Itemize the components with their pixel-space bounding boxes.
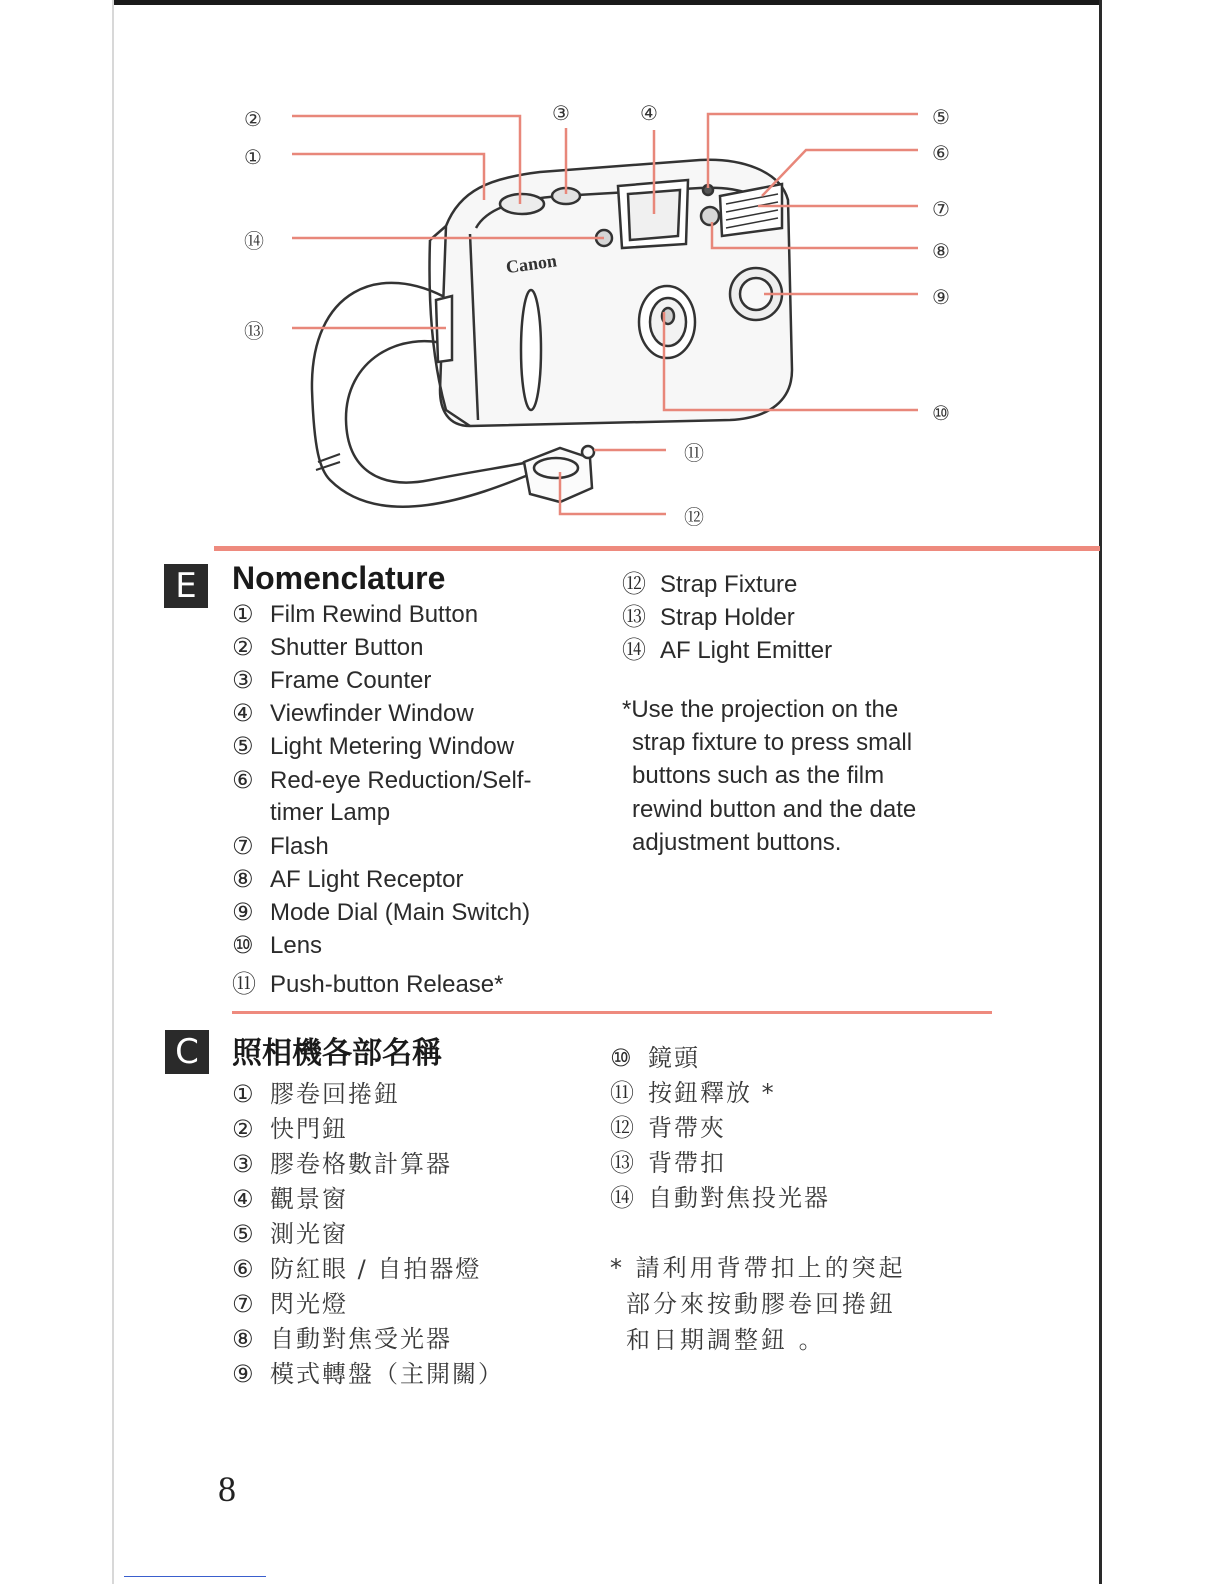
list-item	[610, 1108, 726, 1143]
list-item	[610, 1073, 776, 1108]
callout-13: ⑬	[244, 319, 264, 343]
callout-12: ⑫	[684, 505, 704, 529]
item-number: ⑧	[232, 1325, 254, 1353]
callout-3: ③	[552, 101, 570, 125]
item-number: ⑥	[232, 1255, 254, 1283]
item-label: Lens	[270, 932, 323, 959]
item-label: AF Light Emitter	[660, 637, 833, 664]
camera-brand-label: Canon	[504, 250, 559, 278]
item-label: 背帶扣	[648, 1149, 726, 1177]
callout-6: ⑥	[932, 141, 950, 165]
list-item	[232, 1074, 400, 1109]
list-item	[232, 600, 478, 629]
list-item	[232, 1214, 348, 1249]
page-bottom-link-line	[124, 1576, 266, 1577]
item-number: ⑨	[232, 1360, 254, 1388]
list-item	[232, 633, 423, 662]
item-label: 測光窗	[270, 1220, 348, 1248]
page-number: 8	[218, 1469, 236, 1509]
item-number: ③	[232, 1150, 254, 1178]
list-item	[232, 964, 503, 999]
language-badge-english: E	[164, 564, 208, 608]
item-label: Film Rewind Button	[270, 601, 479, 628]
callout-9: ⑨	[932, 285, 950, 309]
footnote-line: adjustment buttons.	[632, 829, 842, 856]
item-number: ⑭	[610, 1184, 634, 1212]
item-label: 快門鈕	[270, 1115, 348, 1143]
item-label: Light Metering Window	[270, 733, 515, 760]
footnote-line: 部分來按動膠卷回捲鈕	[626, 1290, 896, 1318]
footnote-line: buttons such as the film	[632, 762, 885, 789]
section-title-english: Nomenclature	[232, 560, 446, 596]
item-label: 按鈕釋放 *	[648, 1079, 776, 1107]
item-number: ⑤	[232, 1220, 254, 1248]
list-item	[232, 898, 530, 927]
list-item	[232, 1109, 348, 1144]
callout-2: ②	[244, 107, 262, 131]
list-item	[232, 1319, 452, 1354]
footnote-line: * 請利用背帶扣上的突起	[610, 1254, 906, 1282]
item-label: 膠卷格數計算器	[270, 1150, 452, 1178]
callout-5: ⑤	[932, 105, 950, 129]
section-divider-middle	[232, 1011, 992, 1014]
item-number: ④	[232, 1185, 254, 1213]
item-label: Strap Fixture	[660, 571, 798, 598]
item-label: Frame Counter	[270, 667, 432, 694]
item-label: Viewfinder Window	[270, 700, 474, 727]
list-item	[232, 1354, 504, 1389]
callout-10: ⑩	[932, 401, 950, 425]
item-number: ⑪	[610, 1079, 634, 1107]
item-number: ⑦	[232, 832, 254, 860]
callout-11: ⑪	[684, 441, 704, 465]
list-item	[232, 865, 463, 894]
camera-illustration	[0, 0, 1224, 545]
item-number: ⑥	[232, 766, 254, 794]
footnote-line: *Use the projection on the	[622, 696, 899, 723]
item-number: ②	[232, 1115, 254, 1143]
item-label: Mode Dial (Main Switch)	[270, 899, 531, 926]
item-number: ⑩	[232, 931, 254, 959]
item-number: ⑬	[610, 1149, 634, 1177]
item-label: 觀景窗	[270, 1185, 348, 1213]
section-divider-top	[214, 546, 1100, 551]
list-item	[232, 1144, 452, 1179]
item-label: Shutter Button	[270, 634, 424, 661]
callout-8: ⑧	[932, 239, 950, 263]
item-number: ⑫	[610, 1114, 634, 1142]
item-number: ⑬	[622, 603, 646, 631]
callout-1: ①	[244, 145, 262, 169]
item-number: ③	[232, 666, 254, 694]
item-label: 鏡頭	[648, 1044, 700, 1072]
list-item	[232, 931, 322, 960]
list-item	[622, 630, 832, 665]
item-label: Push-button Release*	[270, 971, 504, 998]
list-item	[232, 666, 431, 695]
list-item	[232, 766, 531, 795]
footnote-line: rewind button and the date	[632, 796, 917, 823]
callout-7: ⑦	[932, 197, 950, 221]
item-label: 背帶夾	[648, 1114, 726, 1142]
list-item	[610, 1038, 700, 1073]
list-item	[622, 597, 795, 632]
item-label: 自動對焦投光器	[648, 1184, 830, 1212]
item-label: Strap Holder	[660, 604, 795, 631]
item-number: ⑪	[232, 970, 256, 998]
item-label-continued: timer Lamp	[270, 799, 391, 826]
item-label: Red-eye Reduction/Self-	[270, 767, 532, 794]
callout-4: ④	[640, 101, 658, 125]
item-number: ①	[232, 600, 254, 628]
item-number: ⑩	[610, 1044, 632, 1072]
item-number: ④	[232, 699, 254, 727]
list-item	[232, 1284, 348, 1319]
item-label: AF Light Receptor	[270, 866, 464, 893]
list-item	[610, 1143, 726, 1178]
item-label: Flash	[270, 833, 329, 860]
callout-14: ⑭	[244, 229, 264, 253]
item-number: ⑫	[622, 570, 646, 598]
item-number: ⑨	[232, 898, 254, 926]
item-label: 自動對焦受光器	[270, 1325, 452, 1353]
item-number: ⑦	[232, 1290, 254, 1318]
list-item	[232, 732, 514, 761]
item-label: 膠卷回捲鈕	[270, 1080, 400, 1108]
item-number: ①	[232, 1080, 254, 1108]
footnote-line: 和日期調整鈕 。	[626, 1326, 826, 1354]
list-item	[622, 564, 797, 599]
item-number: ⑭	[622, 636, 646, 664]
item-label: 模式轉盤（主開關）	[270, 1360, 504, 1388]
item-number: ⑧	[232, 865, 254, 893]
item-number: ②	[232, 633, 254, 661]
list-item	[232, 699, 474, 728]
language-badge-chinese: C	[165, 1030, 209, 1074]
footnote-line: strap fixture to press small	[632, 729, 913, 756]
list-item	[232, 832, 329, 861]
item-label: 防紅眼 / 自拍器燈	[270, 1255, 482, 1283]
list-item	[232, 1249, 481, 1284]
section-title-chinese: 照相機各部名稱	[232, 1036, 442, 1071]
item-label: 閃光燈	[270, 1290, 348, 1318]
list-item	[232, 1179, 348, 1214]
item-number: ⑤	[232, 732, 254, 760]
list-item	[610, 1178, 830, 1213]
